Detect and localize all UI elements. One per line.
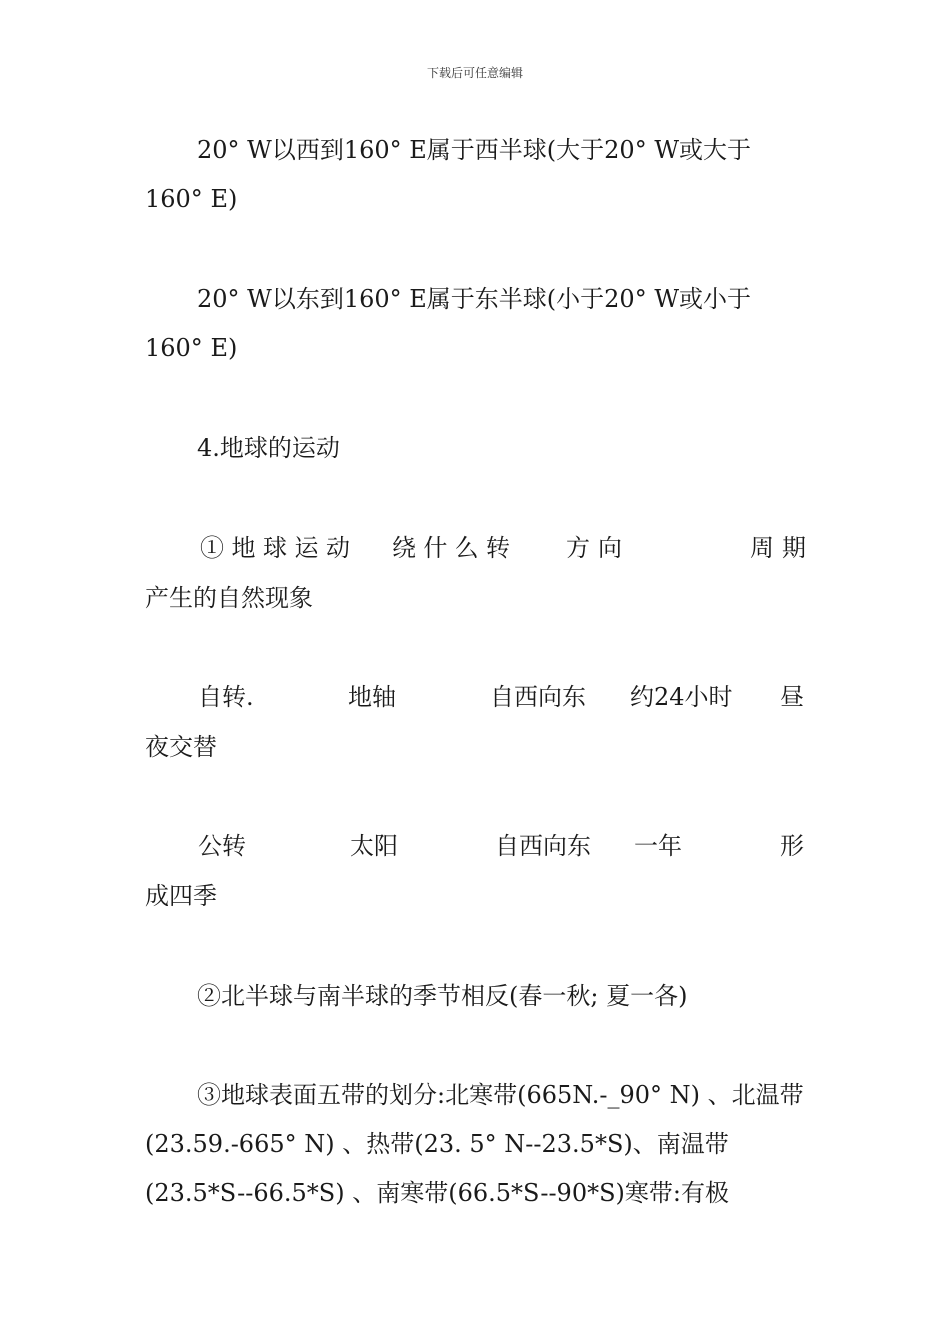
cell-center: 地轴: [348, 683, 396, 711]
cell-period: 约24小时: [630, 683, 733, 711]
header-effect: 产生的自然现象: [145, 584, 313, 612]
cell-effect-tail: 成四季: [145, 882, 217, 910]
cell-center: 太阳: [350, 832, 398, 860]
section-heading-earth-motion: 4.地球的运动: [197, 434, 340, 462]
cell-direction: 自西向东: [490, 683, 586, 711]
header-direction: 方向: [566, 534, 622, 562]
header-center: 绕什么转: [392, 534, 510, 562]
header-period: 周期: [750, 534, 806, 562]
cell-effect-head: 形: [780, 832, 804, 860]
cell-direction: 自西向东: [495, 832, 591, 860]
cell-period: 一年: [634, 832, 682, 860]
cell-effect-tail: 夜交替: [145, 733, 217, 761]
cell-effect-head: 昼: [780, 683, 804, 711]
paragraph-east-hemisphere: 20° W以东到160° E属于东半球(小于20° W或小于160° E): [145, 285, 751, 362]
paragraph-seasons: ②北半球与南半球的季节相反(春一秋; 夏一各): [197, 982, 688, 1010]
header-motion: ①地球运动: [200, 534, 352, 562]
paragraph-five-zones: ③地球表面五带的划分:北寒带(665N.-_90° N) 、北温带(23.59.-665° N) 、热带(23. 5° N--23.5*S)、南温带(23.5*S--66.5*S) 、南寒带(66.5*S--90*S)寒带:有极: [145, 1081, 804, 1207]
cell-motion: 公转: [198, 832, 246, 860]
page-header: 下载后可任意编辑: [426, 66, 523, 80]
paragraph-west-hemisphere: 20° W以西到160° E属于西半球(大于20° W或大于160° E): [145, 136, 751, 213]
cell-motion: 自转.: [198, 683, 254, 711]
